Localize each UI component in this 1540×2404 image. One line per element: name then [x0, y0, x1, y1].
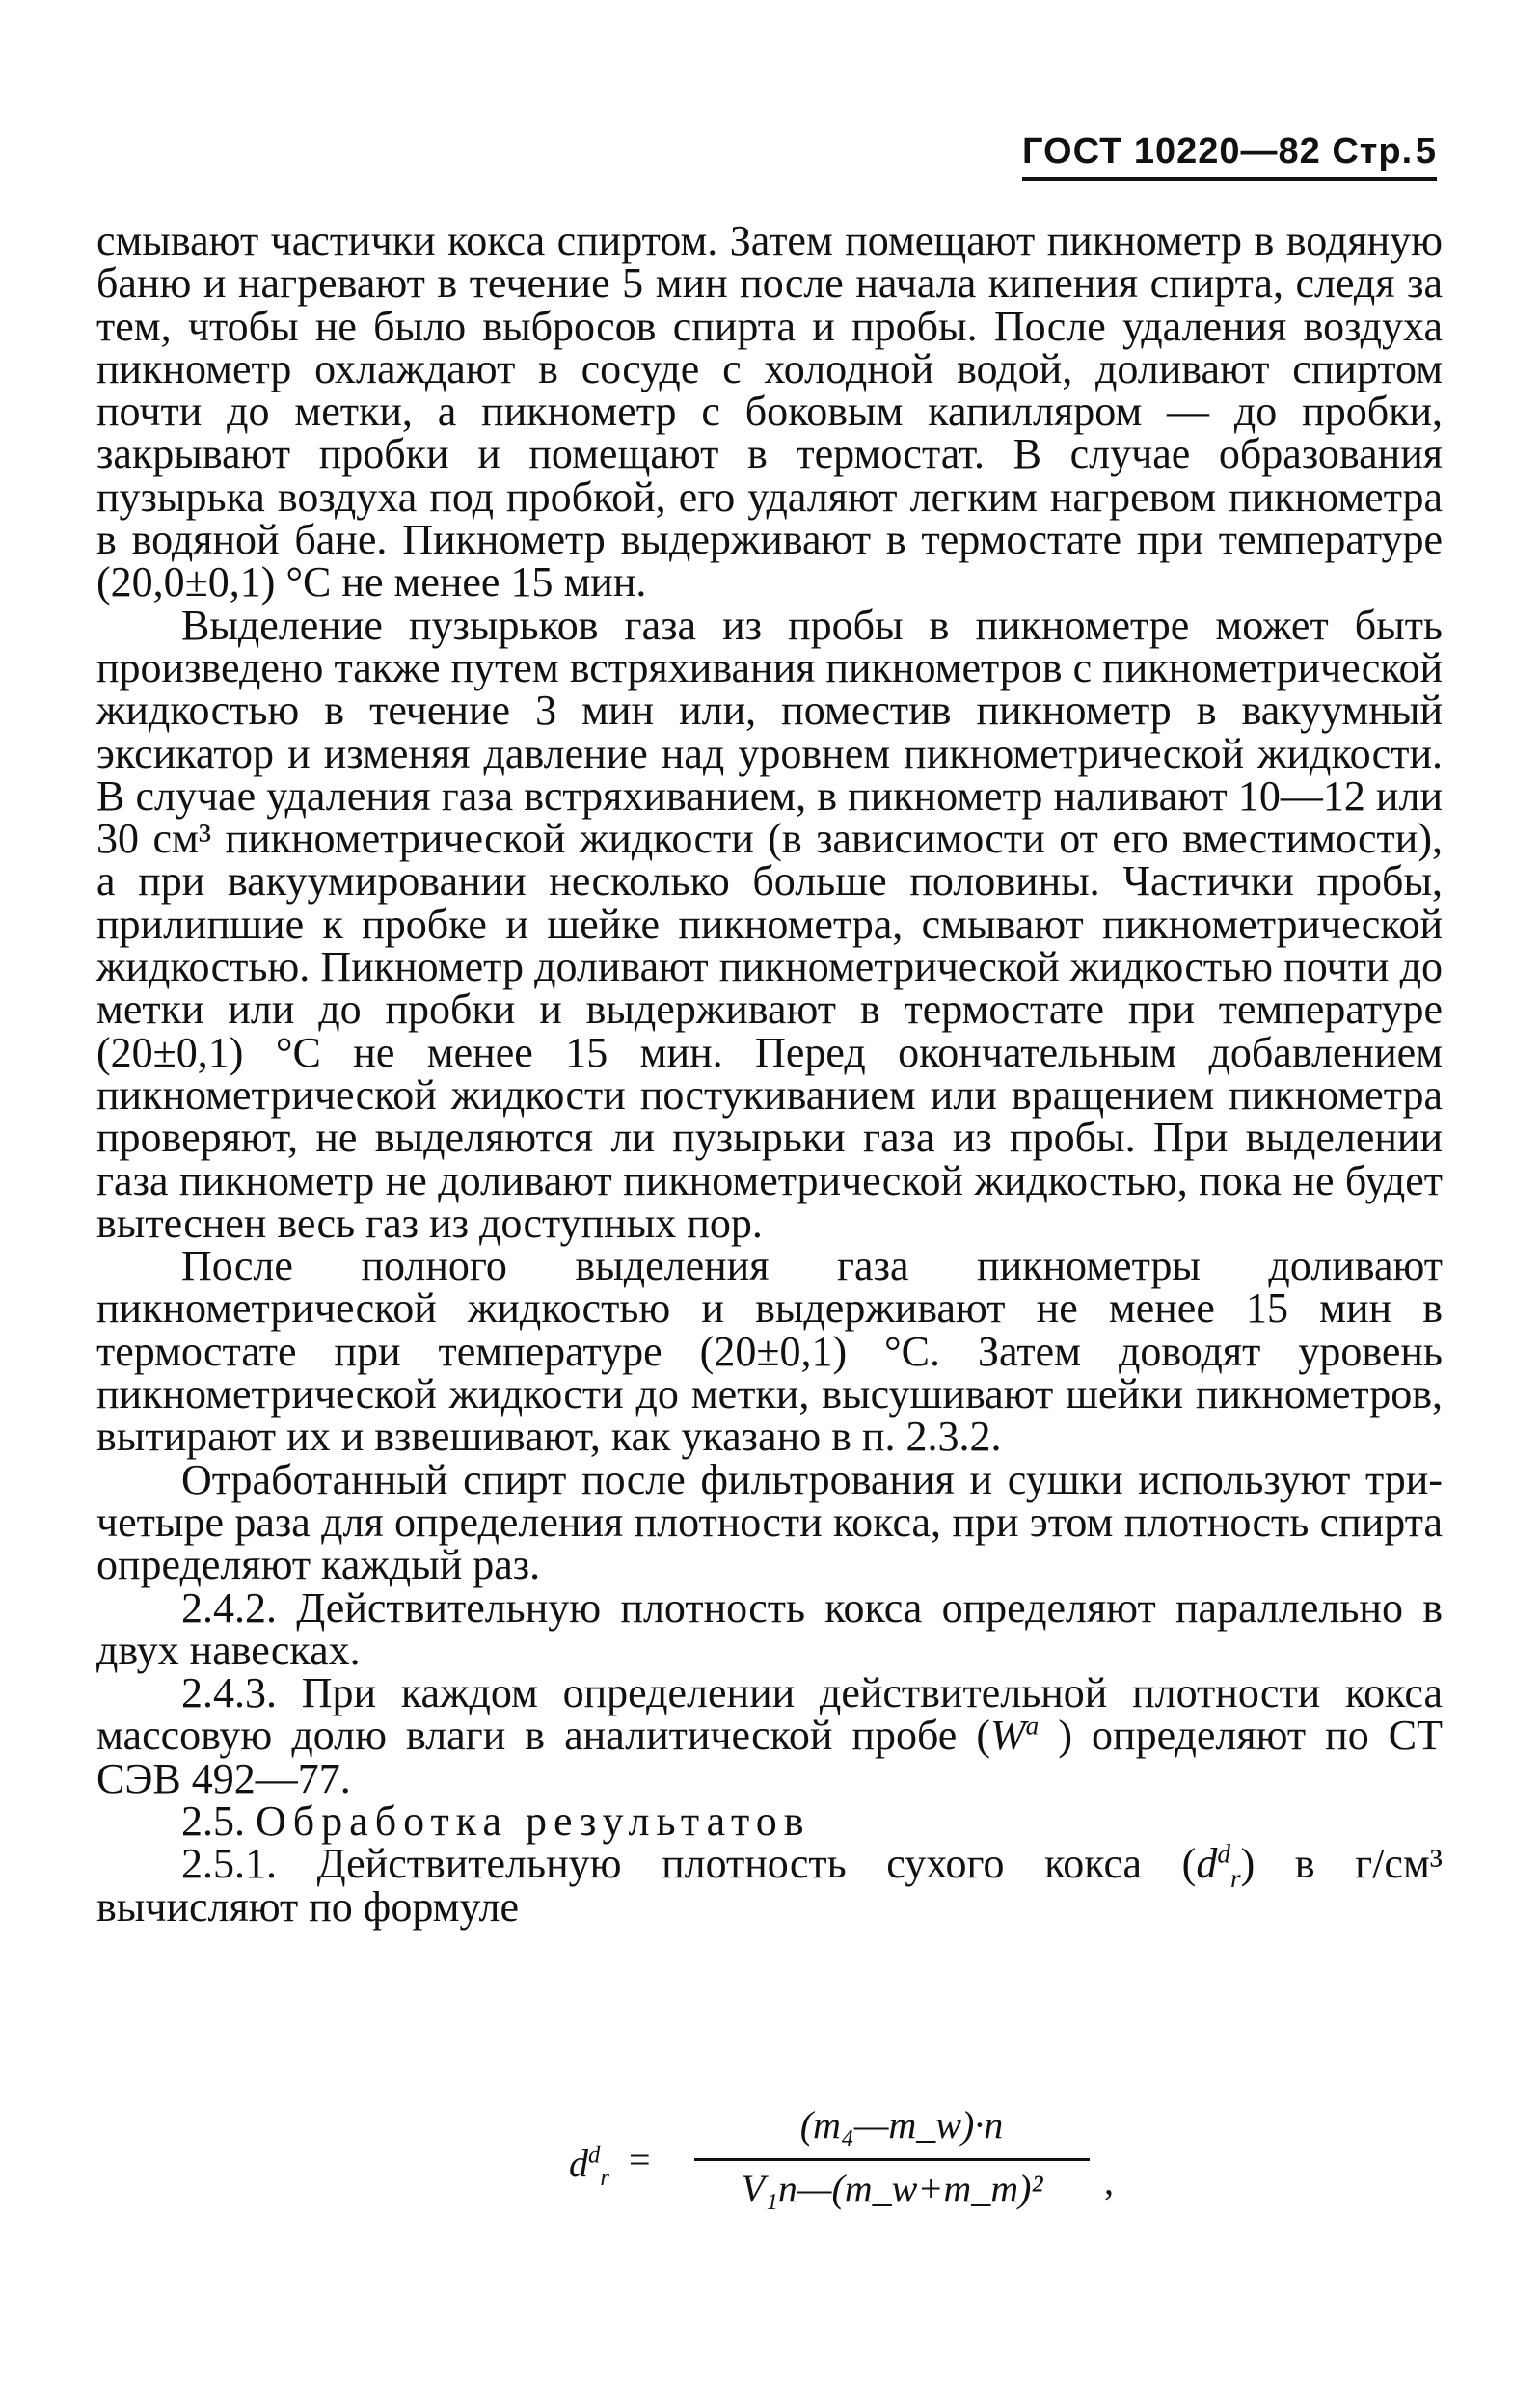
paragraph-2-4-3-text-after: ) определяют по СТ СЭВ 492—77. [96, 1712, 1443, 1802]
header-rule [1022, 177, 1437, 181]
formula-equals: = [629, 2138, 651, 2181]
moisture-symbol: W [989, 1712, 1026, 1760]
page-header [1022, 125, 1437, 183]
formula-lhs-symbol: d [569, 2142, 588, 2185]
paragraph-2: Выделение пузырьков газа из пробы в пикнометре может быть произведено также путем встряхивания пикнометров с пикнометрической жидкостью в течение 3 мин или, поместив пикнометр в вакуумный эксикатор и изменяя давление над уровнем пикнометрической жидкости. В случае удаления газа встряхиванием, в пикнометр наливают 10—12 или 30 см³ пикнометрической жидкости (в зависимости от его вместимости), а при вакуумировании несколько больше половины. Частички пробы, прилипшие к пробке и шейке пикнометра, смывают пикнометрической жидкостью. Пикнометр доливают пикнометрической жидкостью почти до метки или до пробки и выдерживают в термостате при температуре (20±0,1) °С не менее 15 мин. Перед окончательным добавлением пикнометрической жидкости постукиванием или вращением пикнометра проверяют, не выделяются ли пузырьки газа из пробы. При выделении газа пикнометр не доливают пикнометрической жидкостью, пока не будет вытеснен весь газ из доступных пор. [96, 601, 1443, 1247]
paragraph-2-4-3 [96, 1669, 1443, 1802]
section-number: 2.5. [181, 1796, 245, 1845]
density-symbol-sub: r [1229, 1864, 1241, 1894]
moisture-symbol-sup: a [1025, 1711, 1040, 1741]
paragraph-3: После полного выделения газа пикнометры доливают пикнометрической жидкостью и выдерживают не менее 15 мин в термостате при температуре (20±0,1) °С. Затем доводят уровень пикнометрической жидкости до метки, высушивают шейки пикнометров, вытирают их и взвешивают, как указано в п. 2.3.2. [96, 1242, 1443, 1461]
density-symbol-sup: d [1217, 1839, 1230, 1869]
section-title: Обработка результатов [256, 1796, 811, 1845]
section-heading [96, 1796, 1443, 1845]
paragraph-2-4-3-text-before: 2.4.3. При каждом определении действительной плотности кокса массовую долю влаги в аналитической пробе ( [96, 1669, 1443, 1760]
density-symbol: d [1196, 1840, 1218, 1888]
paragraph-2-5-1 [96, 1839, 1443, 1931]
formula-lhs-sup: d [588, 2142, 601, 2169]
formula-lhs [569, 2141, 610, 2191]
paragraph-2-5-1-text-before: 2.5.1. Действительную плотность сухого кокса ( [181, 1840, 1197, 1888]
paragraph-1: смывают частички кокса спиртом. Затем помещают пикнометр в водяную баню и нагревают в течение 5 мин после начала кипения спирта, следя за тем, чтобы не было выбросов спирта и пробы. После удаления воздуха пикнометр охлаждают в сосуде с холодной водой, доливают спиртом почти до метки, а пикнометр с боковым капилляром — до пробки, закрывают пробки и помещают в термостат. В случае образования пузырька воздуха под пробкой, его удаляют легким нагревом пикнометра в водяной бане. Пикнометр выдерживают в термостате при температуре (20,0±0,1) °С не менее 15 мин. [96, 217, 1443, 607]
body-text [96, 217, 1443, 1931]
formula-comma: , [1104, 2159, 1114, 2202]
density-formula [569, 2102, 1114, 2218]
formula-denominator: V₁n—(m_w+m_m)² [741, 2167, 1043, 2210]
page-number: 5 [1415, 131, 1437, 172]
document-number: ГОСТ 10220—82 Стр. [1022, 131, 1414, 172]
paragraph-4: Отработанный спирт после фильтрования и сушки используют три-четыре раза для определения плотности кокса, при этом плотность спирта определяют каждый раз. [96, 1455, 1443, 1589]
formula-numerator: (m₄—m_w)·n [799, 2103, 1004, 2147]
fraction-bar [694, 2158, 1090, 2161]
formula-lhs-sub: r [600, 2165, 610, 2191]
paragraph-2-4-2: 2.4.2. Действительную плотность кокса определяют параллельно в двух навесках. [96, 1583, 1443, 1674]
paragraph-2-5-1-text-after: ) в г/см³ вычисляют по формуле [96, 1840, 1443, 1931]
